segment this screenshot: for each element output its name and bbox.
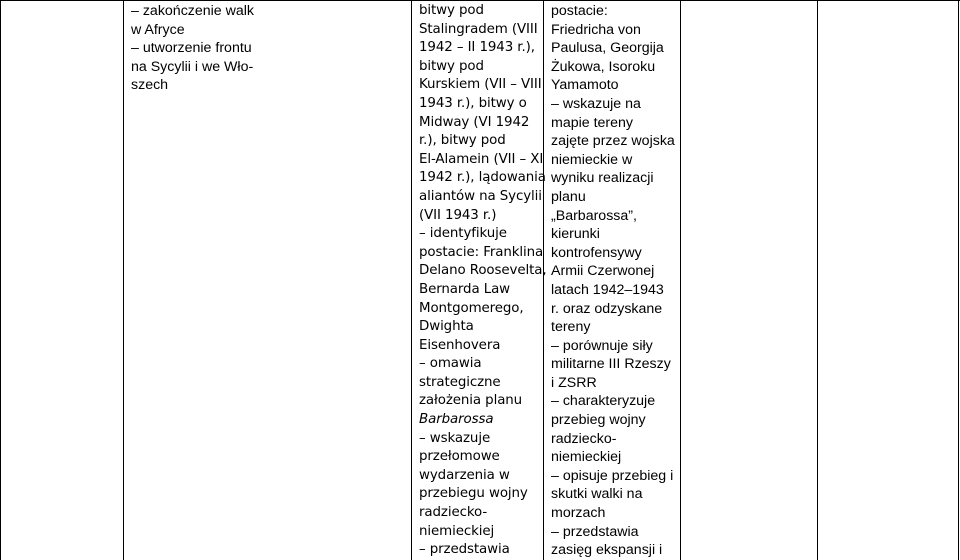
text-line: niemieckiej <box>551 449 622 466</box>
text-line: militarne III Rzeszy <box>551 356 671 373</box>
text-line: radziecko- <box>419 505 488 521</box>
text-line: Montgomerego, <box>419 300 524 316</box>
text-line: bitwy pod <box>419 58 484 74</box>
text-line: założenia planu <box>419 393 523 409</box>
text-line: Paulusa, Georgija <box>551 40 664 57</box>
column-border <box>817 0 818 560</box>
text-line: Dwighta <box>419 319 474 335</box>
text-line: bitwy pod <box>419 3 484 18</box>
text-line: – wskazuje <box>419 430 491 446</box>
text-line: (VII 1943 r.) <box>419 207 497 223</box>
text-line: planu <box>551 188 586 205</box>
text-line: Bernarda Law <box>419 281 511 297</box>
text-line: r.), bitwy pod <box>419 133 506 149</box>
text-line: mapie tereny <box>551 114 634 131</box>
text-line: – omawia <box>419 356 482 372</box>
text-line: Armii Czerwonej <box>551 263 655 280</box>
text-line: zajęte przez wojska <box>551 133 675 150</box>
column-border <box>680 0 681 560</box>
text-line: strategiczne <box>419 374 501 390</box>
table-cell-column-4 <box>551 2 675 560</box>
text-line: 1942 r.), lądowania <box>419 170 546 186</box>
text-line: Eisenhovera <box>419 337 501 353</box>
table-cell-column-2 <box>131 2 254 95</box>
text-line: latach 1942–1943 <box>551 281 664 298</box>
text-line: – identyfikuje <box>419 226 507 242</box>
text-line-italic: Barbarossa <box>419 412 494 428</box>
text-line: r. oraz odzyskane <box>551 300 663 317</box>
text-line: Delano Roosevelta, <box>419 263 547 279</box>
text-line: kierunki <box>551 226 600 243</box>
text-line: Yamamoto <box>551 77 619 94</box>
text-line: postacie: Franklina <box>419 244 544 260</box>
text-line: Kurskiem (VII – VIII <box>419 77 542 93</box>
column-border <box>411 0 412 560</box>
text-line: – charakteryzuje <box>551 393 656 410</box>
column-border <box>123 0 124 560</box>
text-line: Midway (VI 1942 <box>419 114 530 130</box>
text-line: przebieg wojny <box>551 412 646 429</box>
text-line: – wskazuje na <box>551 95 641 112</box>
text-line: – opisuje przebieg i <box>551 467 674 484</box>
column-border <box>958 0 959 560</box>
text-line: niemieckiej <box>419 523 495 539</box>
text-line: tereny <box>551 319 591 336</box>
text-line: – przedstawia <box>419 542 510 558</box>
text-line: przebiegu wojny <box>419 486 528 502</box>
text-line: radziecko- <box>551 430 617 447</box>
text-line: Stalingradem (VIII <box>419 21 538 37</box>
text-line: szech <box>131 77 169 94</box>
text-line: skutki walki na <box>551 486 643 503</box>
text-line: i ZSRR <box>551 374 597 391</box>
table-cell-column-3 <box>419 2 547 560</box>
text-line: na Sycylii i we Wło- <box>131 58 254 75</box>
text-line: 1943 r.), bitwy o <box>419 95 527 111</box>
text-line: – przedstawia <box>551 523 639 540</box>
text-line: morzach <box>551 505 606 522</box>
text-line: 1942 – II 1943 r.), <box>419 40 535 56</box>
column-border <box>0 0 1 560</box>
text-line: niemieckie w <box>551 151 633 168</box>
text-line: – zakończenie walk <box>131 3 255 19</box>
text-line: aliantów na Sycylii <box>419 188 542 204</box>
text-line: Żukowa, Isoroku <box>551 58 656 75</box>
text-line: El-Alamein (VII – XI <box>419 151 544 167</box>
text-line: kontrofensywy <box>551 244 642 261</box>
table-top-border <box>0 0 960 1</box>
text-line: Friedricha von <box>551 21 641 38</box>
text-line: wyniku realizacji <box>551 170 654 187</box>
text-line: – utworzenie frontu <box>131 40 252 57</box>
text-line: postacie: <box>551 3 608 19</box>
text-line: przełomowe <box>419 449 500 465</box>
text-line: „Barbarossa”, <box>551 207 637 224</box>
text-line: wydarzenia w <box>419 467 510 483</box>
text-line: w Afryce <box>131 21 185 38</box>
text-line: zasięg ekspansji i <box>551 542 663 559</box>
text-line: – porównuje siły <box>551 337 653 354</box>
